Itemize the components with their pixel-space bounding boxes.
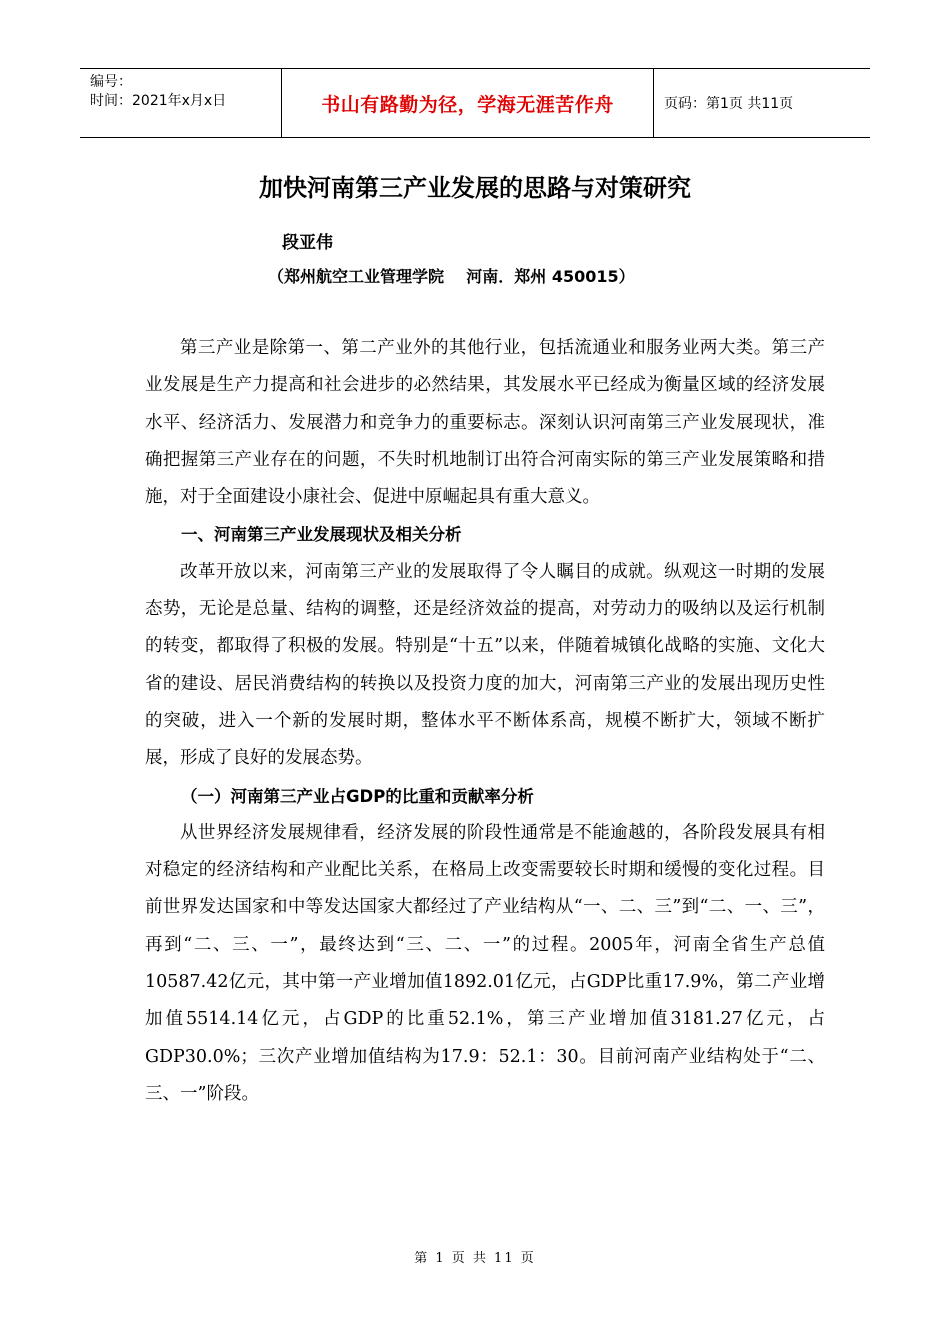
article-body <box>145 330 825 1113</box>
number-label: 编号： <box>90 74 132 90</box>
time-label: 时间：2021年x月x日 <box>90 93 227 109</box>
paragraph: 改革开放以来，河南第三产业的发展取得了令人瞩目的成就。纵观这一时期的发展态势，无论是总量、结构的调整，还是经济效益的提高，对劳动力的吸纳以及运行机制的转变，都取得了积极的发展。特别是“十五”以来，伴随着城镇化战略的实施、文化大省的建设、居民消费结构的转换以及投资力度的加大，河南第三产业的发展出现历史性的突破，进入一个新的发展时期，整体水平不断体系高，规模不断扩大，领域不断扩展，形成了良好的发展态势。 <box>145 561 825 769</box>
section-heading: 一、河南第三产业发展现状及相关分析 <box>181 525 462 545</box>
header-meta-cell <box>80 69 282 137</box>
article-title: 加快河南第三产业发展的思路与对策研究 <box>259 174 691 202</box>
page-footer: 第 1 页 共 11 页 <box>414 1251 536 1266</box>
paragraph: 从世界经济发展规律看，经济发展的阶段性通常是不能逾越的，各阶段发展具有相对稳定的经济结构和产业配比关系，在格局上改变需要较长时期和缓慢的变化过程。目前世界发达国家和中等发达国家大都经过了产业结构从“一、二、三”到“二、一、三”，再到“二、三、一”，最终达到“三、二、一”的过程。2005年，河南全省生产总值10587.42亿元，其中第一产业增加值1892.01亿元，占GDP比重17.9%，第二产业增加值5514.14亿元，占GDP的比重52.1%，第三产业增加值3181.27亿元，占GDP30.0%；三次产业增加值结构为17.9：52.1：30。目前河南产业结构处于“二、三、一”阶段。 <box>145 822 825 1104</box>
header-page-info: 页码：第1页 共11页 <box>664 96 794 112</box>
header-motto: 书山有路勤为径，学海无涯苦作舟 <box>282 69 654 137</box>
subsection-heading: （一）河南第三产业占GDP的比重和贡献率分析 <box>181 786 534 806</box>
document-header <box>80 68 870 138</box>
paragraph: 第三产业是除第一、第二产业外的其他行业，包括流通业和服务业两大类。第三产业发展是生产力提高和社会进步的必然结果，其发展水平已经成为衡量区域的经济发展水平、经济活力、发展潜力和竞争力的重要标志。深刻认识河南第三产业发展现状，准确把握第三产业存在的问题，不失时机地制订出符合河南实际的第三产业发展策略和措施，对于全面建设小康社会、促进中原崛起具有重大意义。 <box>145 338 825 508</box>
article-affiliation: （郑州航空工业管理学院 河南．郑州 450015） <box>268 267 635 286</box>
article-author: 段亚伟 <box>282 233 333 253</box>
